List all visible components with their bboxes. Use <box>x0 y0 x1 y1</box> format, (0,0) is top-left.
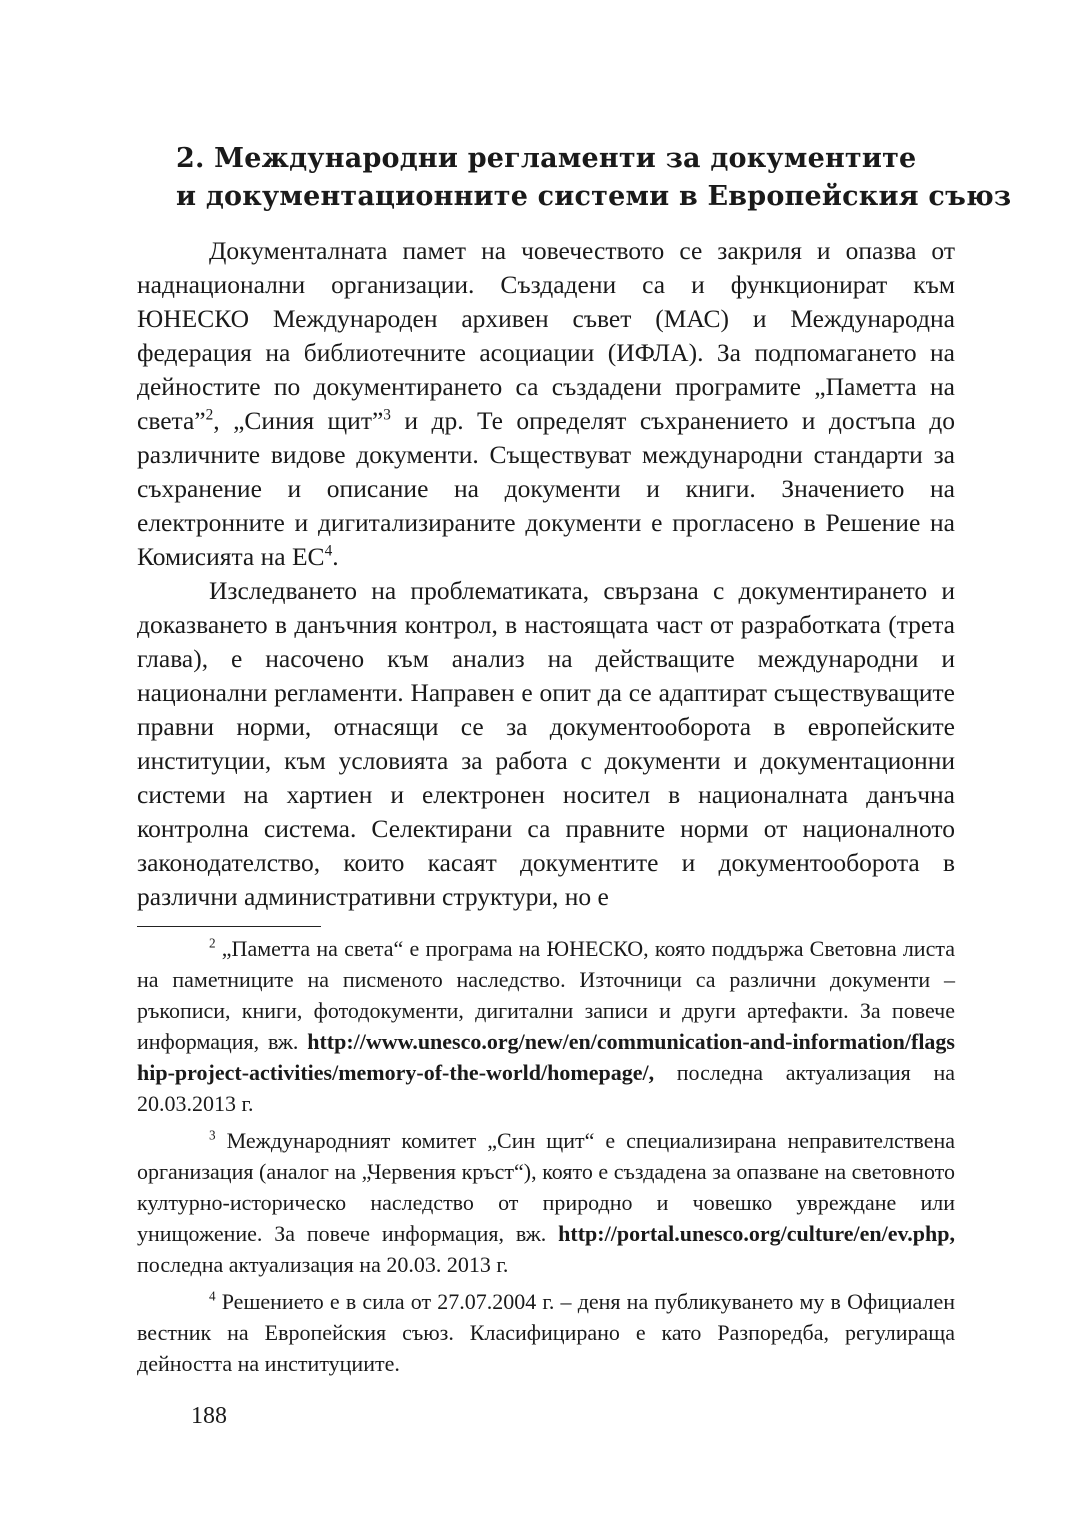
footnote-2 <box>137 933 955 1119</box>
footnote-3 <box>137 1125 955 1280</box>
footnote-3-link[interactable]: http://portal.unesco.org/culture/en/ev.php, <box>558 1221 955 1246</box>
footnote-divider <box>137 926 321 927</box>
footnote-3-tail: последна актуализация на 20.03. 2013 г. <box>137 1252 509 1277</box>
footnote-4-text: Решението е в сила от 27.07.2004 г. – деня на публикуването му в Официален вестник на Европейския съюз. Класифицирано е като Разпоредба, регулираща дейността на институциите. <box>137 1289 955 1376</box>
footnotes <box>137 933 955 1385</box>
paragraph-1-part-d: . <box>332 542 339 571</box>
footnote-2-number: 2 <box>209 935 216 951</box>
paragraph-1 <box>137 234 955 574</box>
footnote-3-text: Международният комитет „Син щит“ е специализирана неправителствена организация (аналог на „Червения кръст“), която е създадена за опазване на световното културно-историческо наследство от природно и човешко увреждане или унищожение. За повече информация, вж. <box>137 1128 955 1246</box>
footnote-2-link[interactable]: http://www.unesco.org/new/en/communication-and-information/flagship-project-activities/memory-of-the-world/homepage/, <box>137 1029 955 1085</box>
paragraph-1-part-c: и др. Те определят съхранението и достъпа до различните видове документи. Съществуват международни стандарти за съхранение и описание на документи и книги. Значението на електронните и дигитализираните документи е прогласено в Решение на Комисията на ЕС <box>137 406 955 571</box>
section-heading <box>176 140 1012 216</box>
footnote-ref-3: 3 <box>383 406 391 424</box>
footnote-4 <box>137 1286 955 1379</box>
section-heading-line-2: и документационните системи в Европейския съюз <box>176 181 1012 212</box>
footnote-2-text: „Паметта на света“ е програма на ЮНЕСКО, която поддържа Световна листа на паметниците на писменото наследство. Източници са различни документи – ръкописи, книги, фотодокументи, дигитални записи и други артефакти. За повече информация, вж. <box>137 936 955 1054</box>
section-heading-line-1: 2. Международни регламенти за документите <box>176 143 917 174</box>
paragraph-1-part-b: , „Синия щит” <box>213 406 384 435</box>
paragraph-2: Изследването на проблематиката, свързана с документирането и доказването в данъчния контрол, в настоящата част от разработката (трета глава), е насочено към анализ на действащите международни и национални регламенти. Направен е опит да се адаптират съществуващите правни норми, отнасящи се за документооборота в европейските институции, към условията за работа с документи и документационни системи на хартиен и електронен носител в националната данъчна контролна система. Селектирани са правните норми от националното законодателство, които касаят документите и документооборота в различни административни структури, но е <box>137 576 955 911</box>
footnote-ref-2: 2 <box>205 406 214 424</box>
page-number: 188 <box>191 1403 227 1429</box>
footnote-ref-4: 4 <box>324 542 333 560</box>
body-text <box>137 234 955 914</box>
footnote-4-number: 4 <box>209 1288 216 1304</box>
footnote-3-number: 3 <box>209 1127 216 1143</box>
paragraph-1-part-a: Документалната памет на човечеството се закриля и опазва от наднационални организации. Създадени са и функционират към ЮНЕСКО Международен архивен съвет (МАС) и Международна федерация на библиотечните асоциации (ИФЛА). За подпомагането на дейностите по документирането са създадени програмите „Паметта на света” <box>137 236 955 435</box>
footnote-2-tail: последна актуализация на 20.03.2013 г. <box>137 1060 955 1116</box>
